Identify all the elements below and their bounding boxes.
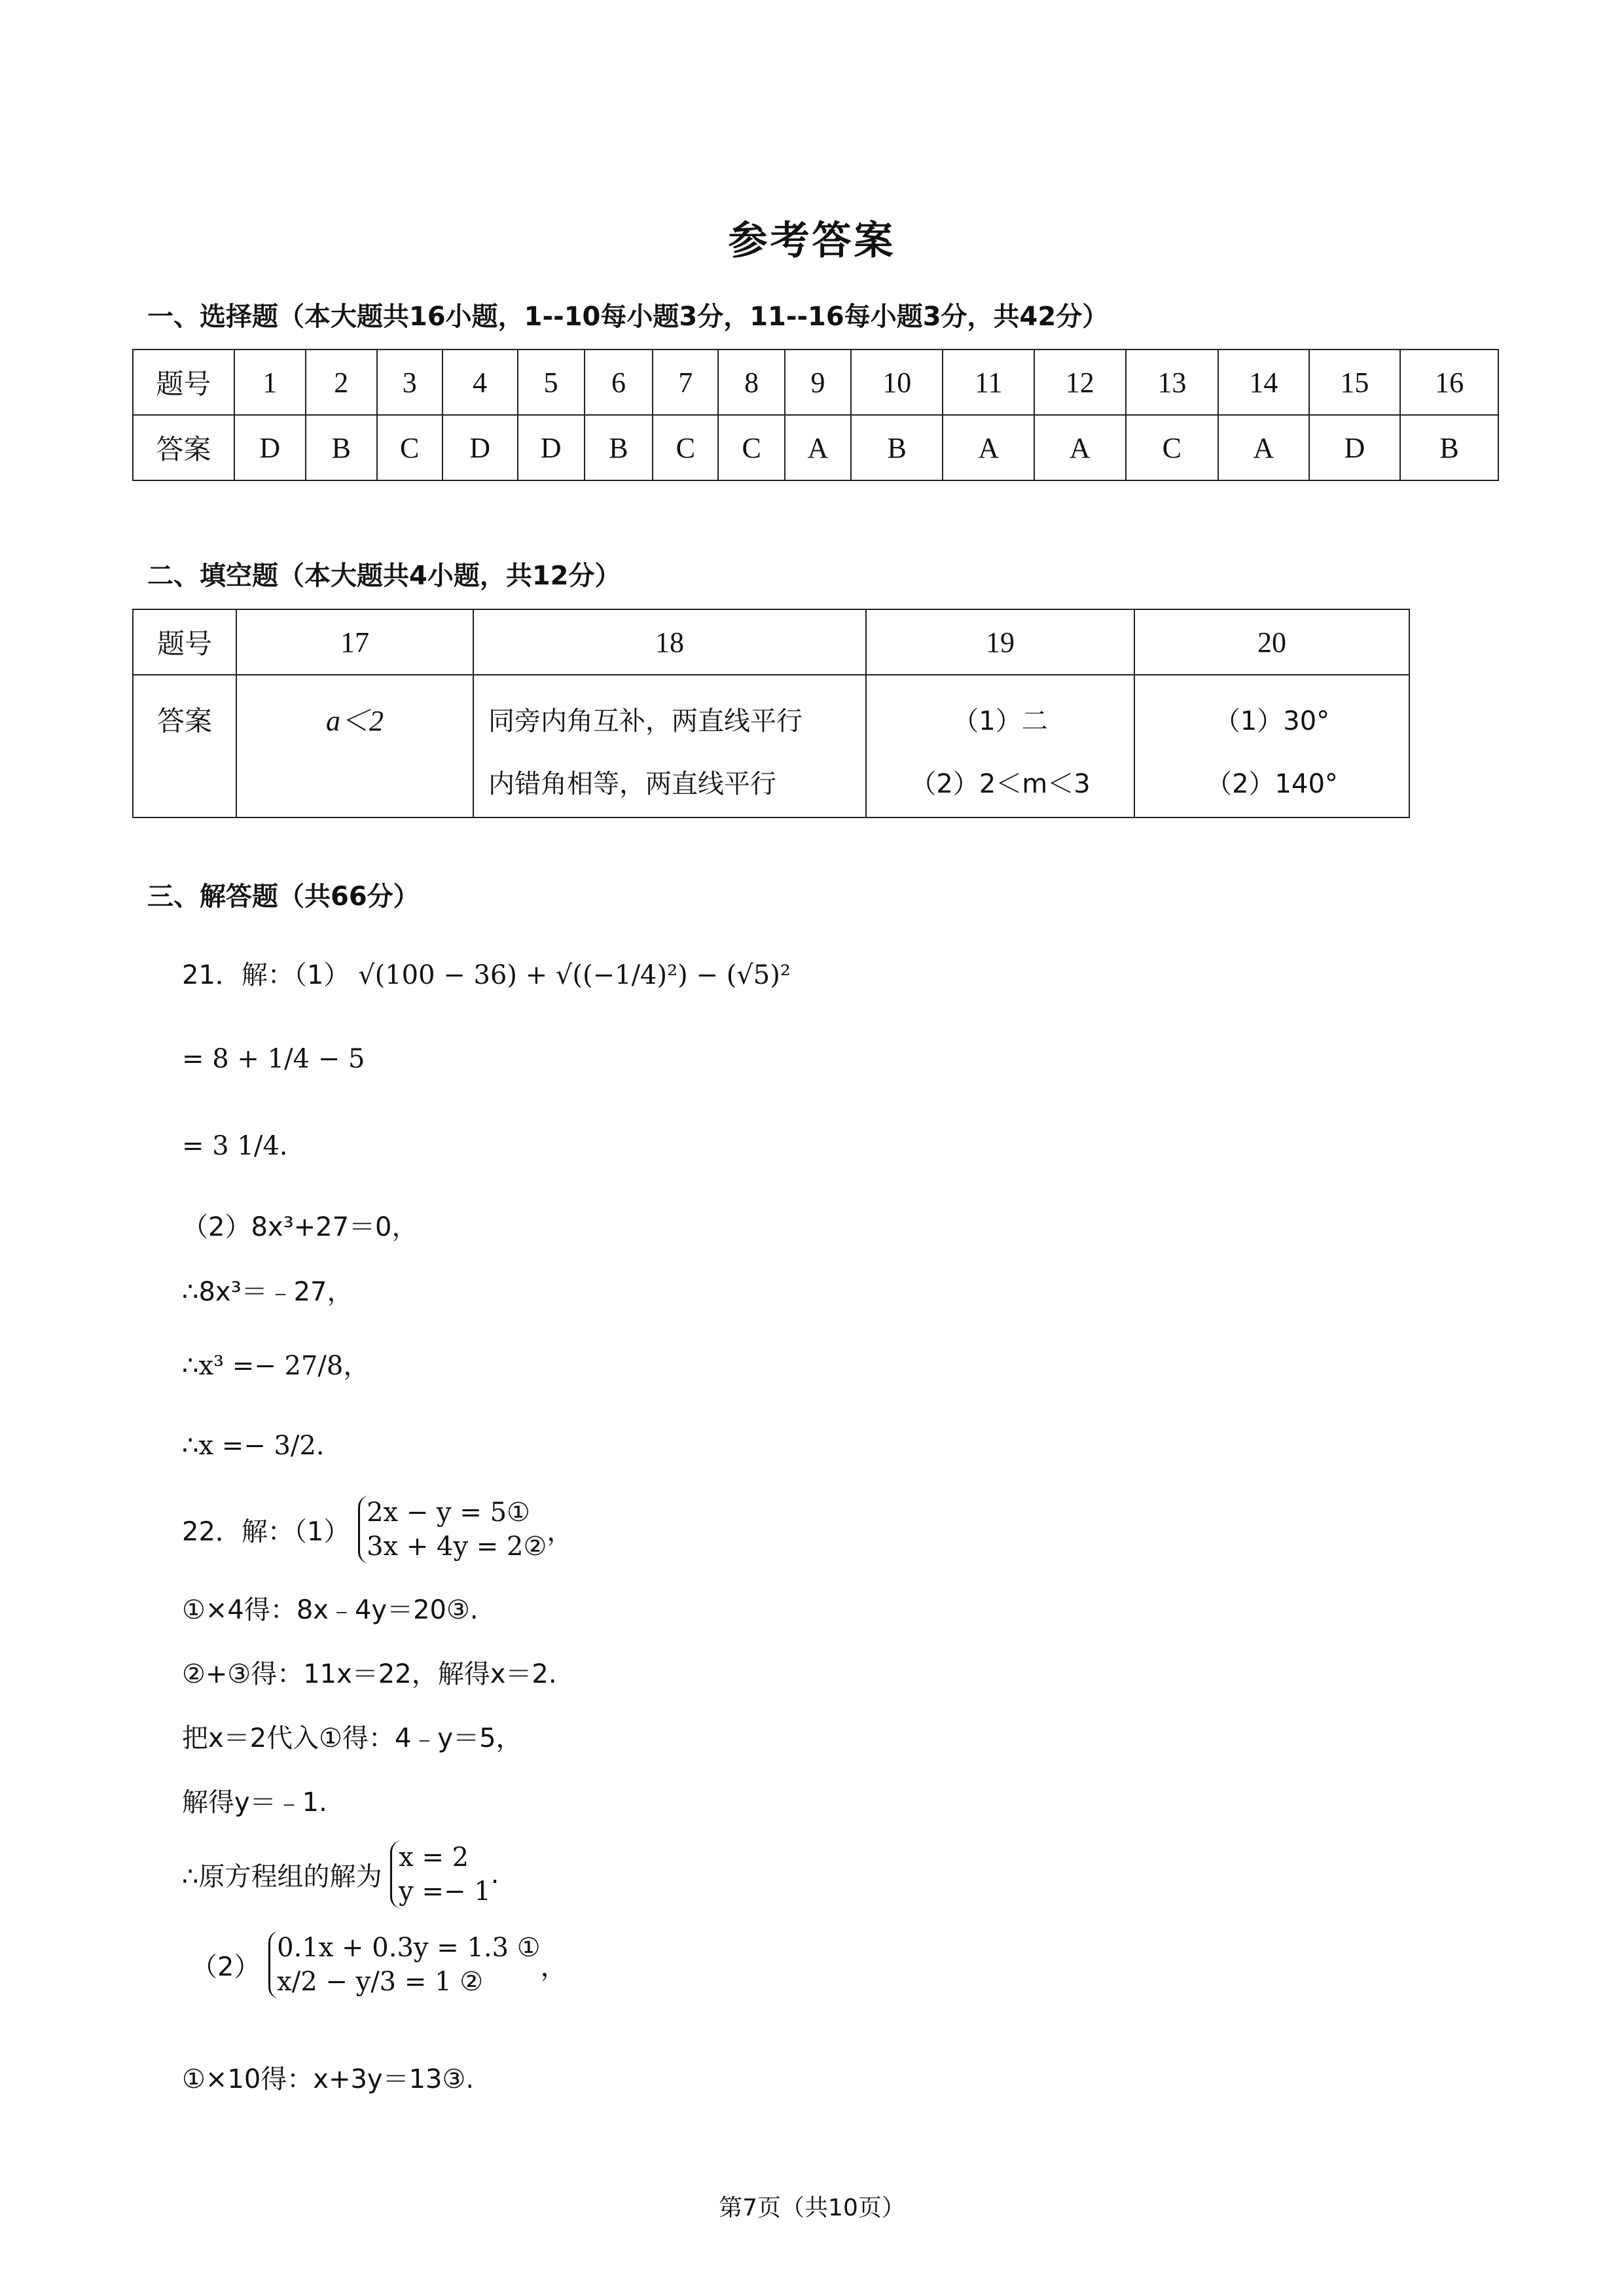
question-number: 8: [718, 350, 785, 415]
q21-step-1: = 8 + 1/4 − 5: [182, 1044, 365, 1074]
question-number: 14: [1218, 350, 1309, 415]
choice-answer: C: [1126, 415, 1219, 480]
q22-prefix: 22．解：（1）: [182, 1516, 350, 1547]
q22-part2-equation-2: x/2 − y/3 = 1 ②: [277, 1967, 484, 1997]
question-number: 13: [1126, 350, 1219, 415]
question-number: 9: [785, 350, 851, 415]
choice-answer: C: [377, 415, 442, 480]
row-label: 题号: [133, 350, 234, 415]
choice-answer: D: [1309, 415, 1401, 480]
row-label: 答案: [133, 415, 234, 480]
question-number: 10: [851, 350, 943, 415]
answer-18-line-1: 同旁内角互补，两直线平行: [488, 706, 803, 736]
q21-part1: [182, 954, 791, 992]
page-footer: 第7页（共10页）: [719, 2195, 905, 2221]
q22-part1: 22．解：（1） 2x − y = 5① 3x + 4y = 2② ，: [182, 1496, 573, 1564]
q22-step-1: ①×4得：8x﹣4y＝20③.: [182, 1595, 478, 1625]
q22-solution-y: y =− 1: [399, 1876, 491, 1907]
answer-19-line-2: （2）2＜m＜3: [910, 769, 1091, 799]
q22-step-3: 把x＝2代入①得：4﹣y＝5，: [182, 1723, 522, 1753]
answer-row: [133, 675, 1409, 817]
q22-system: [358, 1496, 547, 1564]
choice-answer: A: [1218, 415, 1309, 480]
choice-answer: B: [585, 415, 653, 480]
answer-20-line-1: （1）30°: [1214, 706, 1330, 736]
choice-answer: B: [851, 415, 943, 480]
q21-part2-line-2: ∴8x³＝﹣27，: [182, 1277, 353, 1307]
q21-part2-line-3: ∴x³ =− 27/8，: [182, 1351, 370, 1381]
answer-17: a＜2: [326, 705, 384, 737]
question-number: 11: [943, 350, 1034, 415]
answer-19-line-1: （1）二: [952, 706, 1048, 736]
question-number: 1: [234, 350, 306, 415]
answer-20-line-2: （2）140°: [1206, 769, 1338, 799]
question-number: 4: [442, 350, 518, 415]
choice-answer: C: [718, 415, 785, 480]
q21-expression: √(100 − 36) + √((−1/4)²) − (√5)²: [358, 960, 791, 990]
question-number: 5: [518, 350, 585, 415]
choice-answer: A: [1034, 415, 1126, 480]
question-number-row: [133, 609, 1409, 675]
choice-answer: D: [518, 415, 585, 480]
answer-row: [133, 415, 1498, 480]
q22-step-4: 解得y＝﹣1.: [182, 1787, 327, 1818]
choice-answer: C: [653, 415, 718, 480]
choice-answer: B: [306, 415, 377, 480]
q22-part2-system: [268, 1931, 540, 1999]
q22-conclusion-prefix: ∴原方程组的解为: [182, 1861, 382, 1892]
question-number: 20: [1134, 609, 1409, 675]
q21-part2-line-4: ∴x =− 3/2.: [182, 1431, 325, 1461]
choice-answer: A: [785, 415, 851, 480]
question-number: 2: [306, 350, 377, 415]
row-label: 答案: [133, 675, 236, 817]
choice-answer: D: [234, 415, 306, 480]
section-3-heading: 三、解答题（共66分）: [147, 882, 420, 912]
question-number: 12: [1034, 350, 1126, 415]
q22-equation-1: 2x − y = 5①: [367, 1498, 530, 1528]
question-number: 17: [236, 609, 473, 675]
choice-answer: B: [1400, 415, 1498, 480]
choice-answer-table: [132, 349, 1499, 481]
q22-solution: [390, 1840, 491, 1909]
page-title: 参考答案: [728, 218, 896, 264]
question-number: 6: [585, 350, 653, 415]
q21-prefix: 21．解：（1）: [182, 960, 350, 990]
question-number: 7: [653, 350, 718, 415]
q22-part2-equation-1: 0.1x + 0.3y = 1.3 ①: [277, 1933, 541, 1963]
q22-conclusion: ∴原方程组的解为 x = 2 y =− 1 .: [182, 1840, 499, 1909]
q22-solution-x: x = 2: [399, 1842, 469, 1873]
q21-part2-line-1: （2）8x³+27＝0，: [182, 1212, 418, 1242]
q22-part2: （2） 0.1x + 0.3y = 1.3 ① x/2 − y/3 = 1 ② ，: [191, 1931, 567, 1999]
question-number: 19: [866, 609, 1134, 675]
row-label: 题号: [133, 609, 236, 675]
fill-answer-table: [132, 609, 1410, 818]
q22-part2-prefix: （2）: [191, 1952, 261, 1982]
choice-answer: D: [442, 415, 518, 480]
question-number-row: [133, 350, 1498, 415]
section-2-heading: 二、填空题（本大题共4小题，共12分）: [147, 561, 621, 591]
question-number: 15: [1309, 350, 1401, 415]
section-1-heading: 一、选择题（本大题共16小题，1--10每小题3分，11--16每小题3分，共42分）: [147, 302, 1109, 332]
q22-equation-2: 3x + 4y = 2②: [367, 1532, 547, 1562]
q21-step-2: = 3 1/4.: [182, 1131, 288, 1161]
q22-step-2: ②+③得：11x＝22，解得x＝2.: [182, 1659, 557, 1689]
question-number: 3: [377, 350, 442, 415]
answer-18-line-2: 内错角相等，两直线平行: [488, 769, 776, 799]
choice-answer: A: [943, 415, 1034, 480]
q22-part2-step-1: ①×10得：x+3y＝13③.: [182, 2064, 475, 2094]
question-number: 18: [473, 609, 866, 675]
question-number: 16: [1400, 350, 1498, 415]
